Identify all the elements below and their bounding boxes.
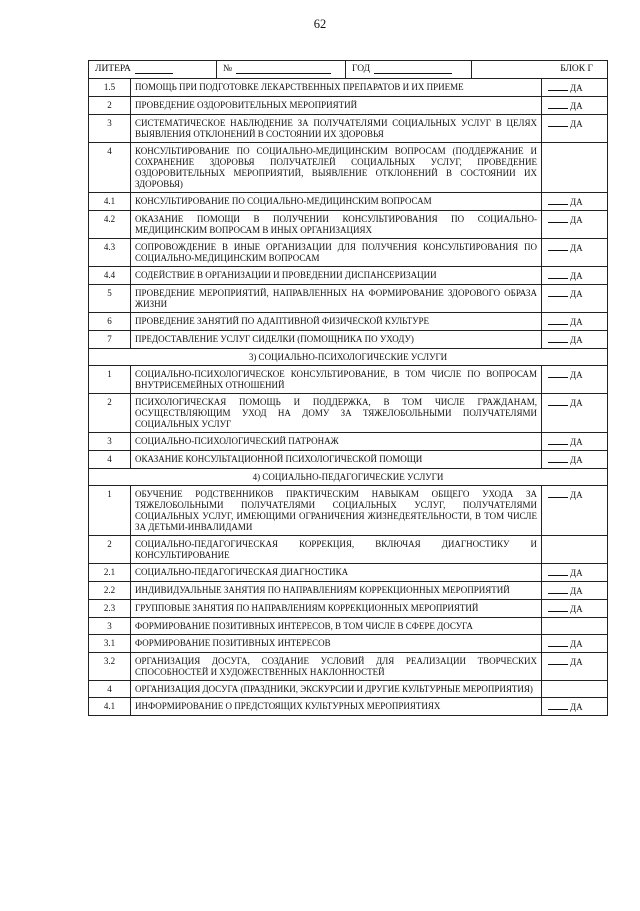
section-heading: 4) СОЦИАЛЬНО-ПЕДАГОГИЧЕСКИЕ УСЛУГИ xyxy=(89,469,608,486)
number-label: № xyxy=(223,64,233,74)
answer-blank[interactable] xyxy=(548,436,568,445)
answer-cell xyxy=(542,143,608,193)
table-row xyxy=(89,143,608,193)
litera-input-line[interactable] xyxy=(135,65,173,74)
answer-yes-label: ДА xyxy=(570,317,583,327)
answer-yes-label: ДА xyxy=(570,83,583,93)
item-number: 4.3 xyxy=(89,239,131,267)
answer-cell xyxy=(542,618,608,635)
answer-blank[interactable] xyxy=(548,638,568,647)
item-number: 2 xyxy=(89,536,131,564)
table-row xyxy=(89,433,608,451)
table-row xyxy=(89,394,608,433)
table-row xyxy=(89,681,608,698)
table-row xyxy=(89,564,608,582)
answer-cell xyxy=(542,635,608,653)
answer-cell xyxy=(542,698,608,716)
answer-cell xyxy=(542,97,608,115)
year-input-line[interactable] xyxy=(374,65,452,74)
litera-label: ЛИТЕРА xyxy=(95,64,131,74)
answer-yes-label: ДА xyxy=(570,702,583,712)
item-description: ИНДИВИДУАЛЬНЫЕ ЗАНЯТИЯ ПО НАПРАВЛЕНИЯМ КОРРЕКЦИОННЫХ МЕРОПРИЯТИЙ xyxy=(131,582,542,600)
item-description: ОРГАНИЗАЦИЯ ДОСУГА (ПРАЗДНИКИ, ЭКСКУРСИИ И ДРУГИЕ КУЛЬТУРНЫЕ МЕРОПРИЯТИЯ) xyxy=(131,681,542,698)
answer-blank[interactable] xyxy=(548,214,568,223)
item-description: СИСТЕМАТИЧЕСКОЕ НАБЛЮДЕНИЕ ЗА ПОЛУЧАТЕЛЯМИ СОЦИАЛЬНЫХ УСЛУГ В ЦЕЛЯХ ВЫЯВЛЕНИЯ ОТКЛОНЕНИЙ В СОСТОЯНИИ ИХ ЗДОРОВЬЯ xyxy=(131,115,542,143)
item-description: ФОРМИРОВАНИЕ ПОЗИТИВНЫХ ИНТЕРЕСОВ, В ТОМ ЧИСЛЕ В СФЕРЕ ДОСУГА xyxy=(131,618,542,635)
answer-yes-label: ДА xyxy=(570,243,583,253)
item-description: КОНСУЛЬТИРОВАНИЕ ПО СОЦИАЛЬНО-МЕДИЦИНСКИМ ВОПРОСАМ xyxy=(131,193,542,211)
item-number: 2 xyxy=(89,394,131,433)
answer-cell xyxy=(542,681,608,698)
answer-yes-label: ДА xyxy=(570,490,583,500)
answer-yes-label: ДА xyxy=(570,119,583,129)
item-number: 1.5 xyxy=(89,79,131,97)
answer-yes-label: ДА xyxy=(570,437,583,447)
section-heading-row xyxy=(89,349,608,366)
item-description: КОНСУЛЬТИРОВАНИЕ ПО СОЦИАЛЬНО-МЕДИЦИНСКИМ ВОПРОСАМ (ПОДДЕРЖАНИЕ И СОХРАНЕНИЕ ЗДОРОВЬЯ ПОЛУЧАТЕЛЕЙ СОЦИАЛЬНЫХ УСЛУГ, ПРОВЕДЕНИЕ ОЗДОРОВИТЕЛЬНЫХ МЕРОПРИЯТИЙ, ВЫЯВЛЕНИЕ ОТКЛОНЕНИЙ В СОСТОЯНИИ ИХ ЗДОРОВЬЯ) xyxy=(131,143,542,193)
number-field[interactable] xyxy=(217,61,346,78)
section-heading-row xyxy=(89,469,608,486)
answer-yes-label: ДА xyxy=(570,289,583,299)
answer-yes-label: ДА xyxy=(570,271,583,281)
answer-cell xyxy=(542,193,608,211)
item-number: 2 xyxy=(89,97,131,115)
block-label: БЛОК Г xyxy=(560,64,593,74)
answer-blank[interactable] xyxy=(548,603,568,612)
item-number: 4.1 xyxy=(89,698,131,716)
table-row xyxy=(89,97,608,115)
form-header-row xyxy=(89,61,608,79)
answer-blank[interactable] xyxy=(548,369,568,378)
answer-cell xyxy=(542,536,608,564)
item-number: 2.3 xyxy=(89,600,131,618)
item-number: 3.1 xyxy=(89,635,131,653)
answer-blank[interactable] xyxy=(548,656,568,665)
answer-blank[interactable] xyxy=(548,196,568,205)
item-number: 1 xyxy=(89,486,131,536)
answer-blank[interactable] xyxy=(548,454,568,463)
block-field xyxy=(472,61,607,78)
answer-cell xyxy=(542,313,608,331)
answer-cell xyxy=(542,564,608,582)
number-input-line[interactable] xyxy=(236,65,331,74)
table-row xyxy=(89,79,608,97)
page-number: 62 xyxy=(313,17,327,31)
item-description: ПРЕДОСТАВЛЕНИЕ УСЛУГ СИДЕЛКИ (ПОМОЩНИКА ПО УХОДУ) xyxy=(131,331,542,349)
answer-blank[interactable] xyxy=(548,316,568,325)
answer-blank[interactable] xyxy=(548,489,568,498)
answer-yes-label: ДА xyxy=(570,215,583,225)
answer-blank[interactable] xyxy=(548,701,568,710)
answer-blank[interactable] xyxy=(548,288,568,297)
item-number: 4.2 xyxy=(89,211,131,239)
item-number: 4.4 xyxy=(89,267,131,285)
item-description: ФОРМИРОВАНИЕ ПОЗИТИВНЫХ ИНТЕРЕСОВ xyxy=(131,635,542,653)
answer-cell xyxy=(542,653,608,681)
table-row xyxy=(89,635,608,653)
table-row xyxy=(89,239,608,267)
answer-yes-label: ДА xyxy=(570,335,583,345)
answer-cell xyxy=(542,285,608,313)
answer-yes-label: ДА xyxy=(570,101,583,111)
answer-blank[interactable] xyxy=(548,82,568,91)
year-label: ГОД xyxy=(352,64,371,74)
year-field[interactable] xyxy=(346,61,472,78)
table-row xyxy=(89,115,608,143)
table-row xyxy=(89,451,608,469)
item-description: ОКАЗАНИЕ ПОМОЩИ В ПОЛУЧЕНИИ КОНСУЛЬТИРОВАНИЯ ПО СОЦИАЛЬНО-МЕДИЦИНСКИМ ВОПРОСАМ В ИНЫХ ОРГАНИЗАЦИЯХ xyxy=(131,211,542,239)
answer-yes-label: ДА xyxy=(570,604,583,614)
answer-blank[interactable] xyxy=(548,242,568,251)
answer-yes-label: ДА xyxy=(570,370,583,380)
answer-cell xyxy=(542,394,608,433)
table-row xyxy=(89,486,608,536)
answer-cell xyxy=(542,331,608,349)
answer-yes-label: ДА xyxy=(570,568,583,578)
item-description: ПРОВЕДЕНИЕ ЗАНЯТИЙ ПО АДАПТИВНОЙ ФИЗИЧЕСКОЙ КУЛЬТУРЕ xyxy=(131,313,542,331)
item-description: СОПРОВОЖДЕНИЕ В ИНЫЕ ОРГАНИЗАЦИИ ДЛЯ ПОЛУЧЕНИЯ КОНСУЛЬТИРОВАНИЯ ПО СОЦИАЛЬНО-МЕДИЦИНСКИМ ВОПРОСАМ xyxy=(131,239,542,267)
item-description: ПРОВЕДЕНИЕ ОЗДОРОВИТЕЛЬНЫХ МЕРОПРИЯТИЙ xyxy=(131,97,542,115)
answer-yes-label: ДА xyxy=(570,586,583,596)
answer-blank[interactable] xyxy=(548,270,568,279)
answer-cell xyxy=(542,211,608,239)
answer-blank[interactable] xyxy=(548,567,568,576)
item-description: СОЦИАЛЬНО-ПСИХОЛОГИЧЕСКОЕ КОНСУЛЬТИРОВАНИЕ, В ТОМ ЧИСЛЕ ПО ВОПРОСАМ ВНУТРИСЕМЕЙНЫХ ОТНОШЕНИЙ xyxy=(131,366,542,394)
item-description: ПРОВЕДЕНИЕ МЕРОПРИЯТИЙ, НАПРАВЛЕННЫХ НА ФОРМИРОВАНИЕ ЗДОРОВОГО ОБРАЗА ЖИЗНИ xyxy=(131,285,542,313)
litera-field[interactable] xyxy=(89,61,217,78)
answer-cell xyxy=(542,486,608,536)
item-number: 4 xyxy=(89,681,131,698)
item-description: ОБУЧЕНИЕ РОДСТВЕННИКОВ ПРАКТИЧЕСКИМ НАВЫКАМ ОБЩЕГО УХОДА ЗА ТЯЖЕЛОБОЛЬНЫМИ ПОЛУЧАТЕЛЯМИ СОЦИАЛЬНЫХ УСЛУГ, ПОЛУЧАТЕЛЯМИ СОЦИАЛЬНЫХ УСЛУГ, ИМЕЮЩИМИ ОГРАНИЧЕНИЯ ЖИЗНЕДЕЯТЕЛЬНОСТИ, В ТОМ ЧИСЛЕ ЗА ДЕТЬМИ-ИНВАЛИДАМИ xyxy=(131,486,542,536)
answer-blank[interactable] xyxy=(548,118,568,127)
services-form-table xyxy=(88,60,608,716)
item-number: 4 xyxy=(89,143,131,193)
table-row xyxy=(89,211,608,239)
item-description: ПСИХОЛОГИЧЕСКАЯ ПОМОЩЬ И ПОДДЕРЖКА, В ТОМ ЧИСЛЕ ГРАЖДАНАМ, ОСУЩЕСТВЛЯЮЩИМ УХОД НА ДОМУ ЗА ТЯЖЕЛОБОЛЬНЫМИ ПОЛУЧАТЕЛЯМИ СОЦИАЛЬНЫХ УСЛУГ xyxy=(131,394,542,433)
answer-cell xyxy=(542,115,608,143)
answer-cell xyxy=(542,600,608,618)
answer-cell xyxy=(542,433,608,451)
item-description: ИНФОРМИРОВАНИЕ О ПРЕДСТОЯЩИХ КУЛЬТУРНЫХ МЕРОПРИЯТИЯХ xyxy=(131,698,542,716)
table-row xyxy=(89,536,608,564)
item-description: ГРУППОВЫЕ ЗАНЯТИЯ ПО НАПРАВЛЕНИЯМ КОРРЕКЦИОННЫХ МЕРОПРИЯТИЙ xyxy=(131,600,542,618)
item-number: 1 xyxy=(89,366,131,394)
section-heading: 3) СОЦИАЛЬНО-ПСИХОЛОГИЧЕСКИЕ УСЛУГИ xyxy=(89,349,608,366)
answer-yes-label: ДА xyxy=(570,657,583,667)
answer-yes-label: ДА xyxy=(570,455,583,465)
table-row xyxy=(89,653,608,681)
table-row xyxy=(89,313,608,331)
answer-cell xyxy=(542,79,608,97)
table-row xyxy=(89,698,608,716)
item-number: 6 xyxy=(89,313,131,331)
answer-yes-label: ДА xyxy=(570,197,583,207)
answer-cell xyxy=(542,239,608,267)
item-description: СОЦИАЛЬНО-ПЕДАГОГИЧЕСКАЯ ДИАГНОСТИКА xyxy=(131,564,542,582)
answer-blank[interactable] xyxy=(548,100,568,109)
answer-blank[interactable] xyxy=(548,334,568,343)
answer-yes-label: ДА xyxy=(570,639,583,649)
item-description: СОДЕЙСТВИЕ В ОРГАНИЗАЦИИ И ПРОВЕДЕНИИ ДИСПАНСЕРИЗАЦИИ xyxy=(131,267,542,285)
answer-cell xyxy=(542,267,608,285)
answer-blank[interactable] xyxy=(548,397,568,406)
item-number: 3 xyxy=(89,115,131,143)
table-row xyxy=(89,366,608,394)
item-description: ОРГАНИЗАЦИЯ ДОСУГА, СОЗДАНИЕ УСЛОВИЙ ДЛЯ РЕАЛИЗАЦИИ ТВОРЧЕСКИХ СПОСОБНОСТЕЙ И ХУДОЖЕСТВЕННЫХ НАКЛОННОСТЕЙ xyxy=(131,653,542,681)
item-number: 7 xyxy=(89,331,131,349)
item-number: 4.1 xyxy=(89,193,131,211)
answer-yes-label: ДА xyxy=(570,398,583,408)
answer-cell xyxy=(542,366,608,394)
item-number: 3 xyxy=(89,433,131,451)
item-description: ПОМОЩЬ ПРИ ПОДГОТОВКЕ ЛЕКАРСТВЕННЫХ ПРЕПАРАТОВ И ИХ ПРИЕМЕ xyxy=(131,79,542,97)
answer-cell xyxy=(542,582,608,600)
table-row xyxy=(89,582,608,600)
table-row xyxy=(89,193,608,211)
item-number: 3 xyxy=(89,618,131,635)
item-description: ОКАЗАНИЕ КОНСУЛЬТАЦИОННОЙ ПСИХОЛОГИЧЕСКОЙ ПОМОЩИ xyxy=(131,451,542,469)
answer-cell xyxy=(542,451,608,469)
table-row xyxy=(89,618,608,635)
answer-blank[interactable] xyxy=(548,585,568,594)
item-number: 2.2 xyxy=(89,582,131,600)
table-row xyxy=(89,600,608,618)
item-description: СОЦИАЛЬНО-ПЕДАГОГИЧЕСКАЯ КОРРЕКЦИЯ, ВКЛЮЧАЯ ДИАГНОСТИКУ И КОНСУЛЬТИРОВАНИЕ xyxy=(131,536,542,564)
item-number: 4 xyxy=(89,451,131,469)
table-row xyxy=(89,331,608,349)
table-row xyxy=(89,285,608,313)
item-number: 5 xyxy=(89,285,131,313)
table-row xyxy=(89,267,608,285)
item-description: СОЦИАЛЬНО-ПСИХОЛОГИЧЕСКИЙ ПАТРОНАЖ xyxy=(131,433,542,451)
item-number: 3.2 xyxy=(89,653,131,681)
item-number: 2.1 xyxy=(89,564,131,582)
